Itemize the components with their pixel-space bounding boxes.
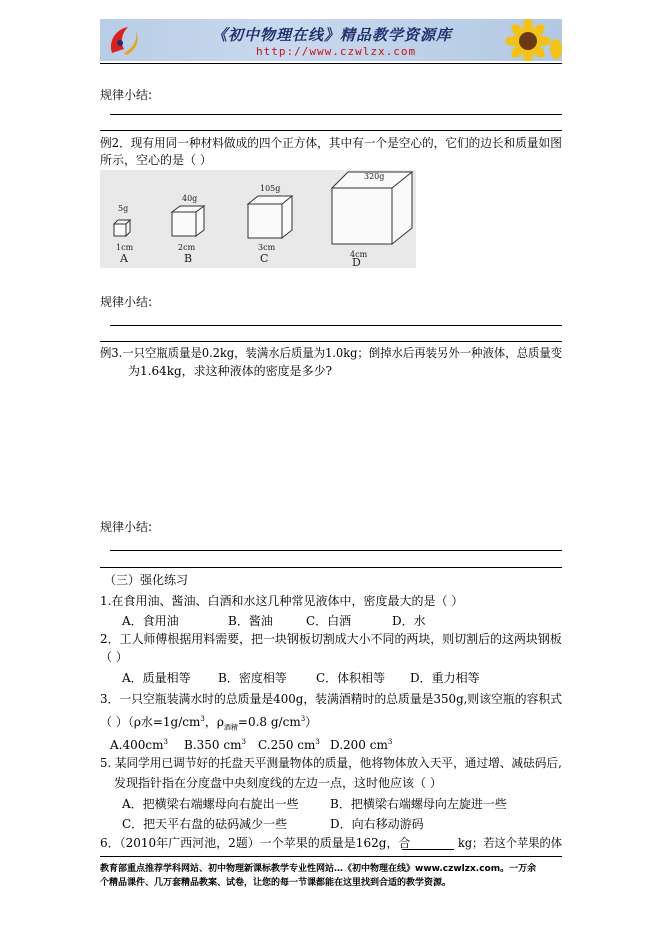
- q3-option-b: B.350 $cm^3$: [184, 738, 246, 752]
- q5-option-b: B．把横梁右端螺母向左旋进一些: [330, 797, 507, 811]
- example3-line1: 例3.一只空瓶质量是0.2kg，装满水后质量为1.0kg；倒掉水后再装另外一种液体，总质量变: [100, 346, 563, 360]
- header-banner: [100, 19, 562, 61]
- q2-option-b: B．密度相等: [218, 671, 287, 685]
- summary-label-3: 规律小结:: [100, 520, 153, 534]
- q6-blank: [402, 849, 454, 850]
- example2-line1: 例2．现有用同一种材料做成的四个正方体，其中有一个是空心的，它们的边长和质量如图: [100, 136, 562, 150]
- section-heading: （三）强化练习: [104, 573, 189, 587]
- footer-line2: 个精品课件、几万套精品教案、试卷，让您的每一节课都能在这里找到合适的教学资源。: [100, 878, 452, 888]
- footer-rule: [100, 856, 562, 857]
- q3-option-d: D.200 $cm^3$: [330, 738, 393, 752]
- answer-line-5: [110, 550, 562, 551]
- cube-c-letter: C: [260, 252, 269, 265]
- q2-option-a: A．质量相等: [122, 671, 191, 685]
- summary-label-1: 规律小结:: [100, 88, 153, 102]
- cube-a: [114, 220, 130, 236]
- cube-d-size: 4cm: [350, 250, 368, 259]
- cube-a-mass: 5g: [118, 204, 129, 213]
- q3-option-c: C.250 $cm^3$: [258, 738, 320, 752]
- cubes-figure: [100, 170, 416, 268]
- cube-a-size: 1cm: [116, 243, 134, 252]
- q3-line2: （ ）（ρ水$=1g/cm^3$，$\rho_{酒精}=0.8$ $g/cm^3$）: [100, 715, 318, 732]
- q2-line2: （ ）: [100, 650, 128, 664]
- q5-option-c: C．把天平右盘的砝码减少一些: [122, 817, 288, 831]
- cube-d-mass: 320g: [364, 172, 385, 181]
- summary-label-2: 规律小结:: [100, 295, 153, 309]
- q1-option-b: B．酱油: [228, 614, 273, 628]
- cube-d-letter: D: [352, 256, 361, 268]
- cube-b-mass: 40g: [182, 194, 198, 203]
- q5-option-d: D．向右移动游码: [330, 817, 424, 831]
- cube-a-letter: A: [120, 252, 128, 265]
- q3-line1: 3．一只空瓶装满水时的总质量是400g，装满酒精时的总质量是350g,则该空瓶的容积式: [100, 692, 563, 706]
- q2-option-c: C．体积相等: [316, 671, 386, 685]
- cube-c-size: 3cm: [258, 243, 276, 252]
- banner-title: 《初中物理在线》精品教学资源库: [212, 26, 453, 44]
- q6-text-a: 6．（2010年广西河池，2题）一个苹果的质量是162g，合: [100, 836, 411, 850]
- answer-line-6: [100, 567, 562, 568]
- answer-line-1: [110, 114, 562, 115]
- footer-line1: 教育部重点推荐学科网站、初中物理新课标教学专业性网站…《初中物理在线》www.czwlzx.com。一万余: [100, 864, 537, 874]
- q2-line1: 2．工人师傅根据用料需要，把一块钢板切割成大小不同的两块，则切割后的这两块钢板: [100, 632, 562, 646]
- answer-line-4: [100, 341, 562, 342]
- header-rule: [100, 63, 562, 64]
- site-logo-icon: [106, 23, 142, 57]
- q1-option-d: D．水: [392, 614, 426, 628]
- sunflower-icon: [492, 19, 562, 61]
- cube-c-mass: 105g: [260, 184, 281, 193]
- q6-text-b: kg；若这个苹果的体: [458, 836, 562, 850]
- cube-b-size: 2cm: [178, 243, 196, 252]
- cube-b-letter: B: [184, 252, 193, 265]
- example3-line2: 为1.64kg，求这种液体的密度是多少?: [128, 364, 333, 378]
- example2-line2: 所示，空心的是（ ）: [100, 153, 212, 167]
- q5-line1: 5. 某同学用已调节好的托盘天平测量物体的质量，他将物体放入天平，通过增、减砝码后,: [100, 756, 562, 770]
- cube-b: [172, 206, 204, 236]
- q1-stem: 1.在食用油、酱油、白酒和水这几种常见液体中，密度最大的是（ ）: [100, 594, 464, 608]
- cube-c: [248, 196, 292, 238]
- q5-line2: 发现指针指在分度盘中央刻度线的左边一点，这时他应该（ ）: [114, 776, 442, 790]
- q1-option-c: C．白酒: [306, 614, 352, 628]
- q1-option-a: A．食用油: [122, 614, 179, 628]
- answer-line-3: [110, 325, 562, 326]
- q5-option-a: A．把横梁右端螺母向右旋出一些: [122, 797, 299, 811]
- q2-option-d: D．重力相等: [410, 671, 480, 685]
- banner-url: http://www.czwlzx.com: [256, 45, 417, 58]
- q3-option-a: $A.400cm^3$: [110, 738, 168, 752]
- answer-line-2: [100, 130, 562, 131]
